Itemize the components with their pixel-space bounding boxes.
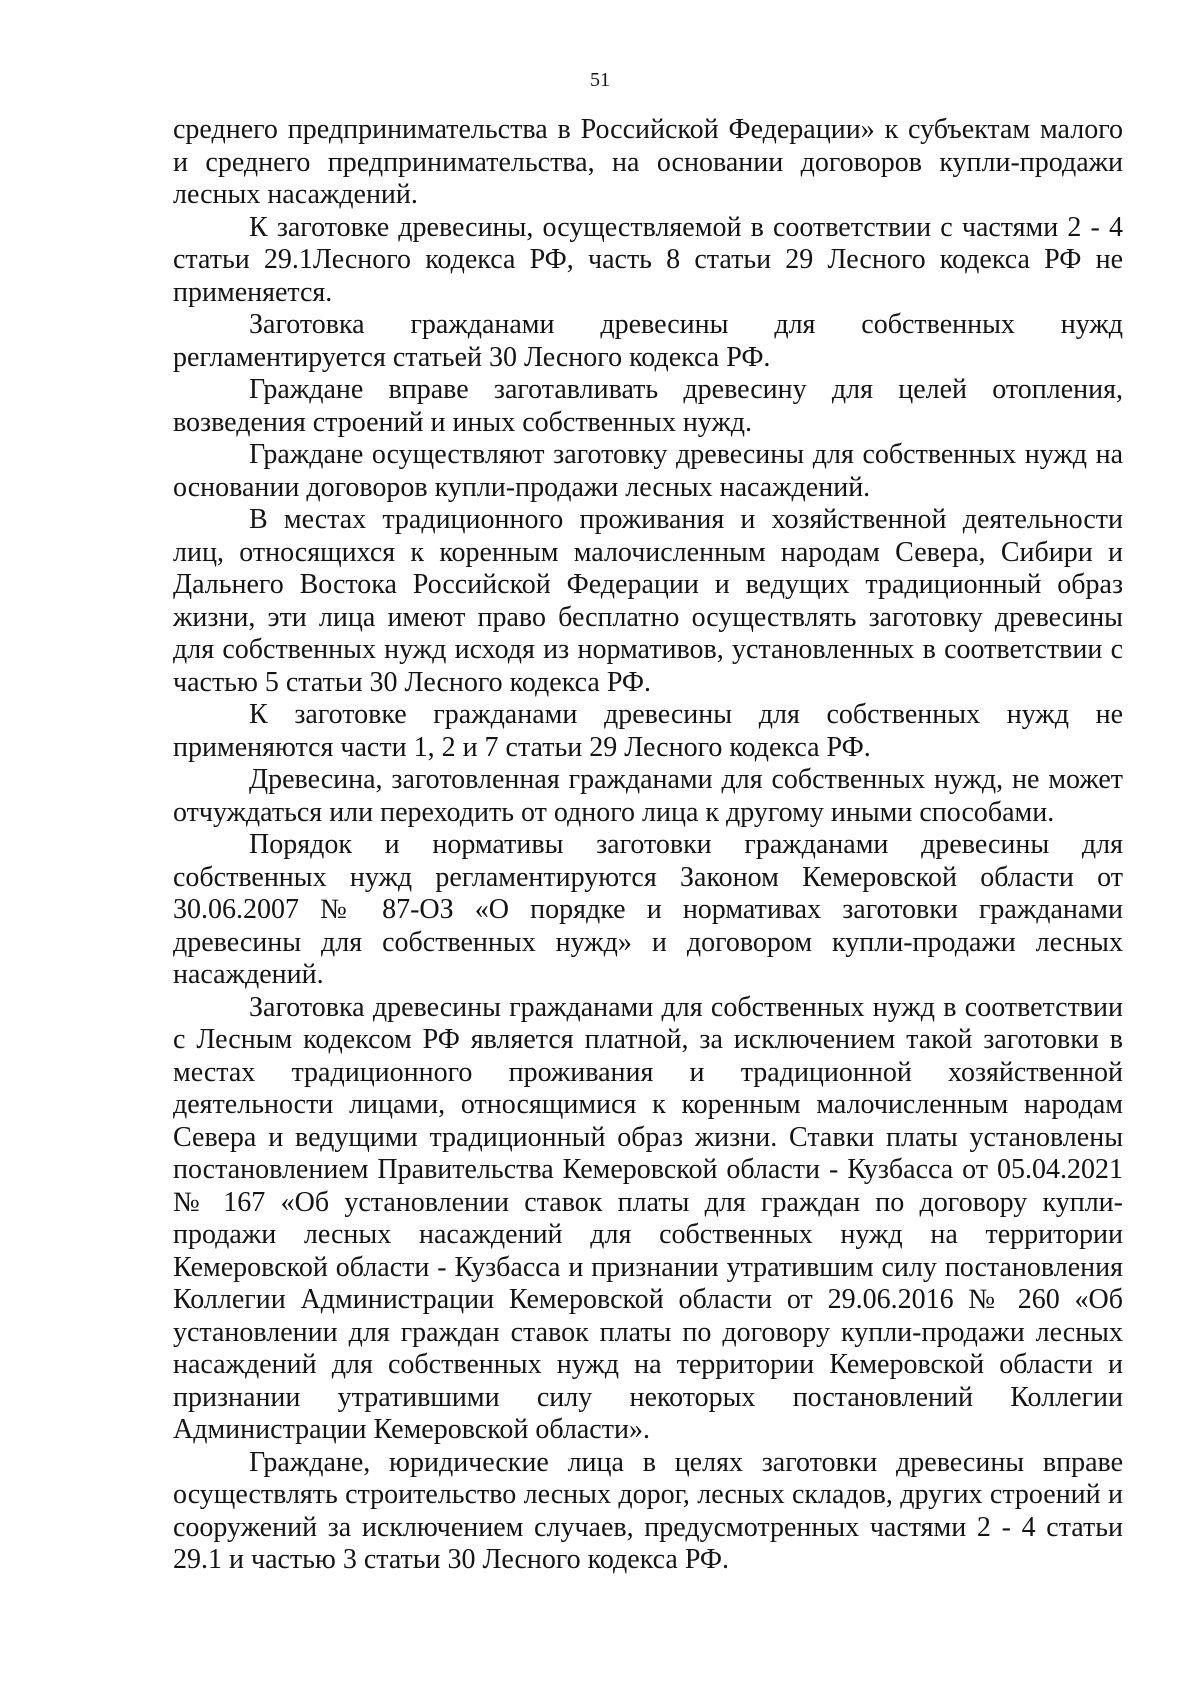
document-body: [173, 114, 1123, 1577]
paragraph: Заготовка гражданами древесины для собственных нужд регламентируется статьей 30 Лесного кодекса РФ.: [173, 309, 1123, 373]
paragraph: Граждане вправе заготавливать древесину для целей отопления, возведения строений и иных собственных нужд.: [173, 374, 1123, 438]
paragraph: В местах традиционного проживания и хозяйственной деятельности лиц, относящихся к коренным малочисленным народам Севера, Сибири и Дальнего Востока Российской Федерации и ведущих традиционный образ жизни, эти лица имеют право бесплатно осуществлять заготовку древесины для собственных нужд исходя из нормативов, установленных в соответствии с частью 5 статьи 30 Лесного кодекса РФ.: [173, 504, 1123, 698]
paragraph: Граждане, юридические лица в целях заготовки древесины вправе осуществлять строительство лесных дорог, лесных складов, других строений и сооружений за исключением случаев, предусмотренных частями 2 - 4 статьи 29.1 и частью 3 статьи 30 Лесного кодекса РФ.: [173, 1446, 1123, 1575]
paragraph: К заготовке древесины, осуществляемой в соответствии с частями 2 - 4 статьи 29.1Лесного кодекса РФ, часть 8 статьи 29 Лесного кодекса РФ не применяется.: [173, 211, 1123, 308]
paragraph: Заготовка древесины гражданами для собственных нужд в соответствии с Лесным кодексом РФ является платной, за исключением такой заготовки в местах традиционного проживания и традиционной хозяйственной деятельности лицами, относящимися к коренным малочисленным народам Севера и ведущими традиционный образ жизни. Ставки платы установлены постановлением Правительства Кемеровской области - Кузбасса от 05.04.2021 № 167 «Об установлении ставок платы для граждан по договору купли-продажи лесных насаждений для собственных нужд на территории Кемеровской области - Кузбасса и признании утратившим силу постановления Коллегии Администрации Кемеровской области от 29.06.2016 № 260 «Об установлении для граждан ставок платы по договору купли-продажи лесных насаждений для собственных нужд на территории Кемеровской области и признании утратившими силу некоторых постановлений Коллегии Администрации Кемеровской области».: [173, 991, 1123, 1445]
paragraph: К заготовке гражданами древесины для собственных нужд не применяются части 1, 2 и 7 статьи 29 Лесного кодекса РФ.: [173, 699, 1123, 763]
paragraph-continuation: среднего предпринимательства в Российской Федерации» к субъектам малого и среднего предпринимательства, на основании договоров купли-продажи лесных насаждений.: [173, 114, 1123, 210]
paragraph: Древесина, заготовленная гражданами для собственных нужд, не может отчуждаться или переходить от одного лица к другому иными способами.: [173, 764, 1123, 828]
paragraph: Граждане осуществляют заготовку древесины для собственных нужд на основании договоров купли-продажи лесных насаждений.: [173, 439, 1123, 503]
page-number: 51: [590, 69, 610, 91]
paragraph: Порядок и нормативы заготовки гражданами древесины для собственных нужд регламентируются Законом Кемеровской области от 30.06.2007 № 87-ОЗ «О порядке и нормативах заготовки гражданами древесины для собственных нужд» и договором купли-продажи лесных насаждений.: [173, 829, 1123, 990]
